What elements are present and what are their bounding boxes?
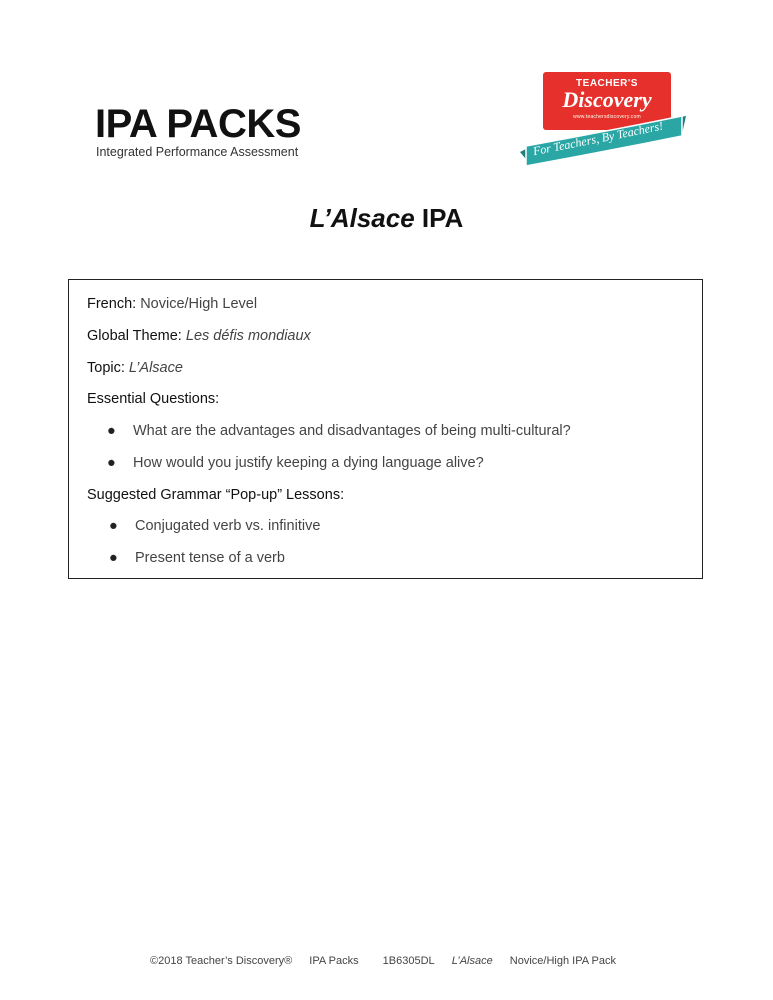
teachers-discovery-logo [518, 72, 688, 172]
french-label: French: [87, 296, 137, 312]
list-item: ● Present tense of a verb [109, 550, 285, 566]
list-item: ● Conjugated verb vs. infinitive [109, 518, 321, 534]
logo-ribbon-text: For Teachers, By Teachers! [531, 118, 665, 159]
footer [0, 955, 773, 967]
logo-main-text: Discovery [562, 87, 652, 112]
topic-line [87, 361, 183, 376]
theme-line [87, 329, 311, 344]
brand-title: IPA PACKS [95, 102, 301, 146]
theme-value: Les défis mondiaux [185, 328, 311, 344]
logo-top-text: TEACHER'S [576, 78, 638, 89]
topic-value: L’Alsace [128, 360, 183, 376]
brand-subtitle: Integrated Performance Assessment [96, 145, 299, 159]
page-title [0, 203, 773, 234]
info-box [68, 279, 703, 579]
logo-ribbon [518, 112, 688, 172]
essential-questions-label: Essential Questions: [87, 391, 220, 407]
bullet-icon: ● [107, 455, 116, 471]
footer-copyright: ©2018 Teacher’s Discovery® [150, 955, 293, 967]
bullet-icon: ● [107, 423, 116, 439]
footer-product: 1B6305DL L’Alsace Novice/High IPA Pack [382, 955, 616, 967]
list-item: ● What are the advantages and disadvantages of being multi-cultural? [107, 423, 571, 439]
title-rest: IPA [414, 203, 464, 233]
logo-url-text: www.teachersdiscovery.com [573, 114, 641, 120]
footer-series: IPA Packs [309, 955, 359, 967]
bullet-icon: ● [109, 550, 118, 566]
list-item: ● How would you justify keeping a dying language alive? [107, 455, 484, 471]
grammar-label: Suggested Grammar “Pop-up” Lessons: [87, 487, 345, 503]
theme-label: Global Theme: [87, 328, 182, 344]
bullet-icon: ● [109, 518, 118, 534]
french-value: Novice/High Level [140, 296, 258, 312]
title-italic: L’Alsace [309, 203, 415, 233]
french-line [87, 297, 257, 312]
topic-label: Topic: [87, 360, 125, 376]
